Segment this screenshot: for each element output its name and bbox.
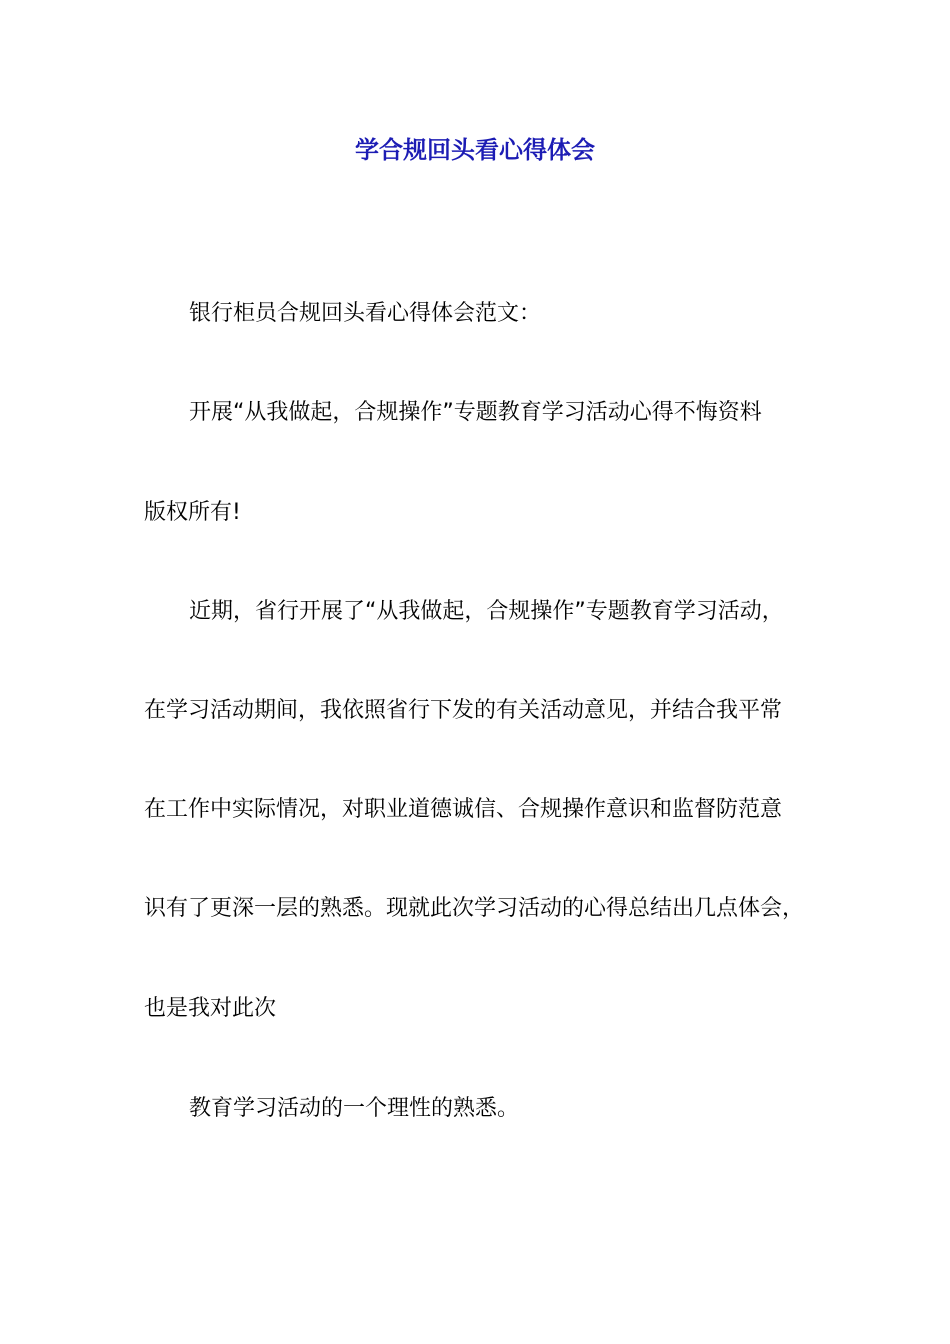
paragraph-line: 银行柜员合规回头看心得体会范文： [189, 301, 542, 326]
paragraph-line: 在工作中实际情况，对职业道德诚信、合规操作意识和监督防范意 [144, 797, 783, 822]
paragraph-line: 识有了更深一层的熟悉。现就此次学习活动的心得总结出几点体会， [144, 896, 805, 921]
paragraph-line: 教育学习活动的一个理性的熟悉。 [189, 1096, 520, 1121]
paragraph-line: 也是我对此次 [144, 996, 277, 1021]
document-title: 学合规回头看心得体会 [355, 136, 595, 164]
paragraph-line: 版权所有! [144, 500, 241, 525]
paragraph-line: 开展“从我做起，合规操作”专题教育学习活动心得不悔资料 [189, 400, 762, 425]
paragraph-line: 在学习活动期间，我依照省行下发的有关活动意见，并结合我平常 [144, 698, 783, 723]
paragraph-line: 近期，省行开展了“从我做起，合规操作”专题教育学习活动， [189, 599, 784, 624]
